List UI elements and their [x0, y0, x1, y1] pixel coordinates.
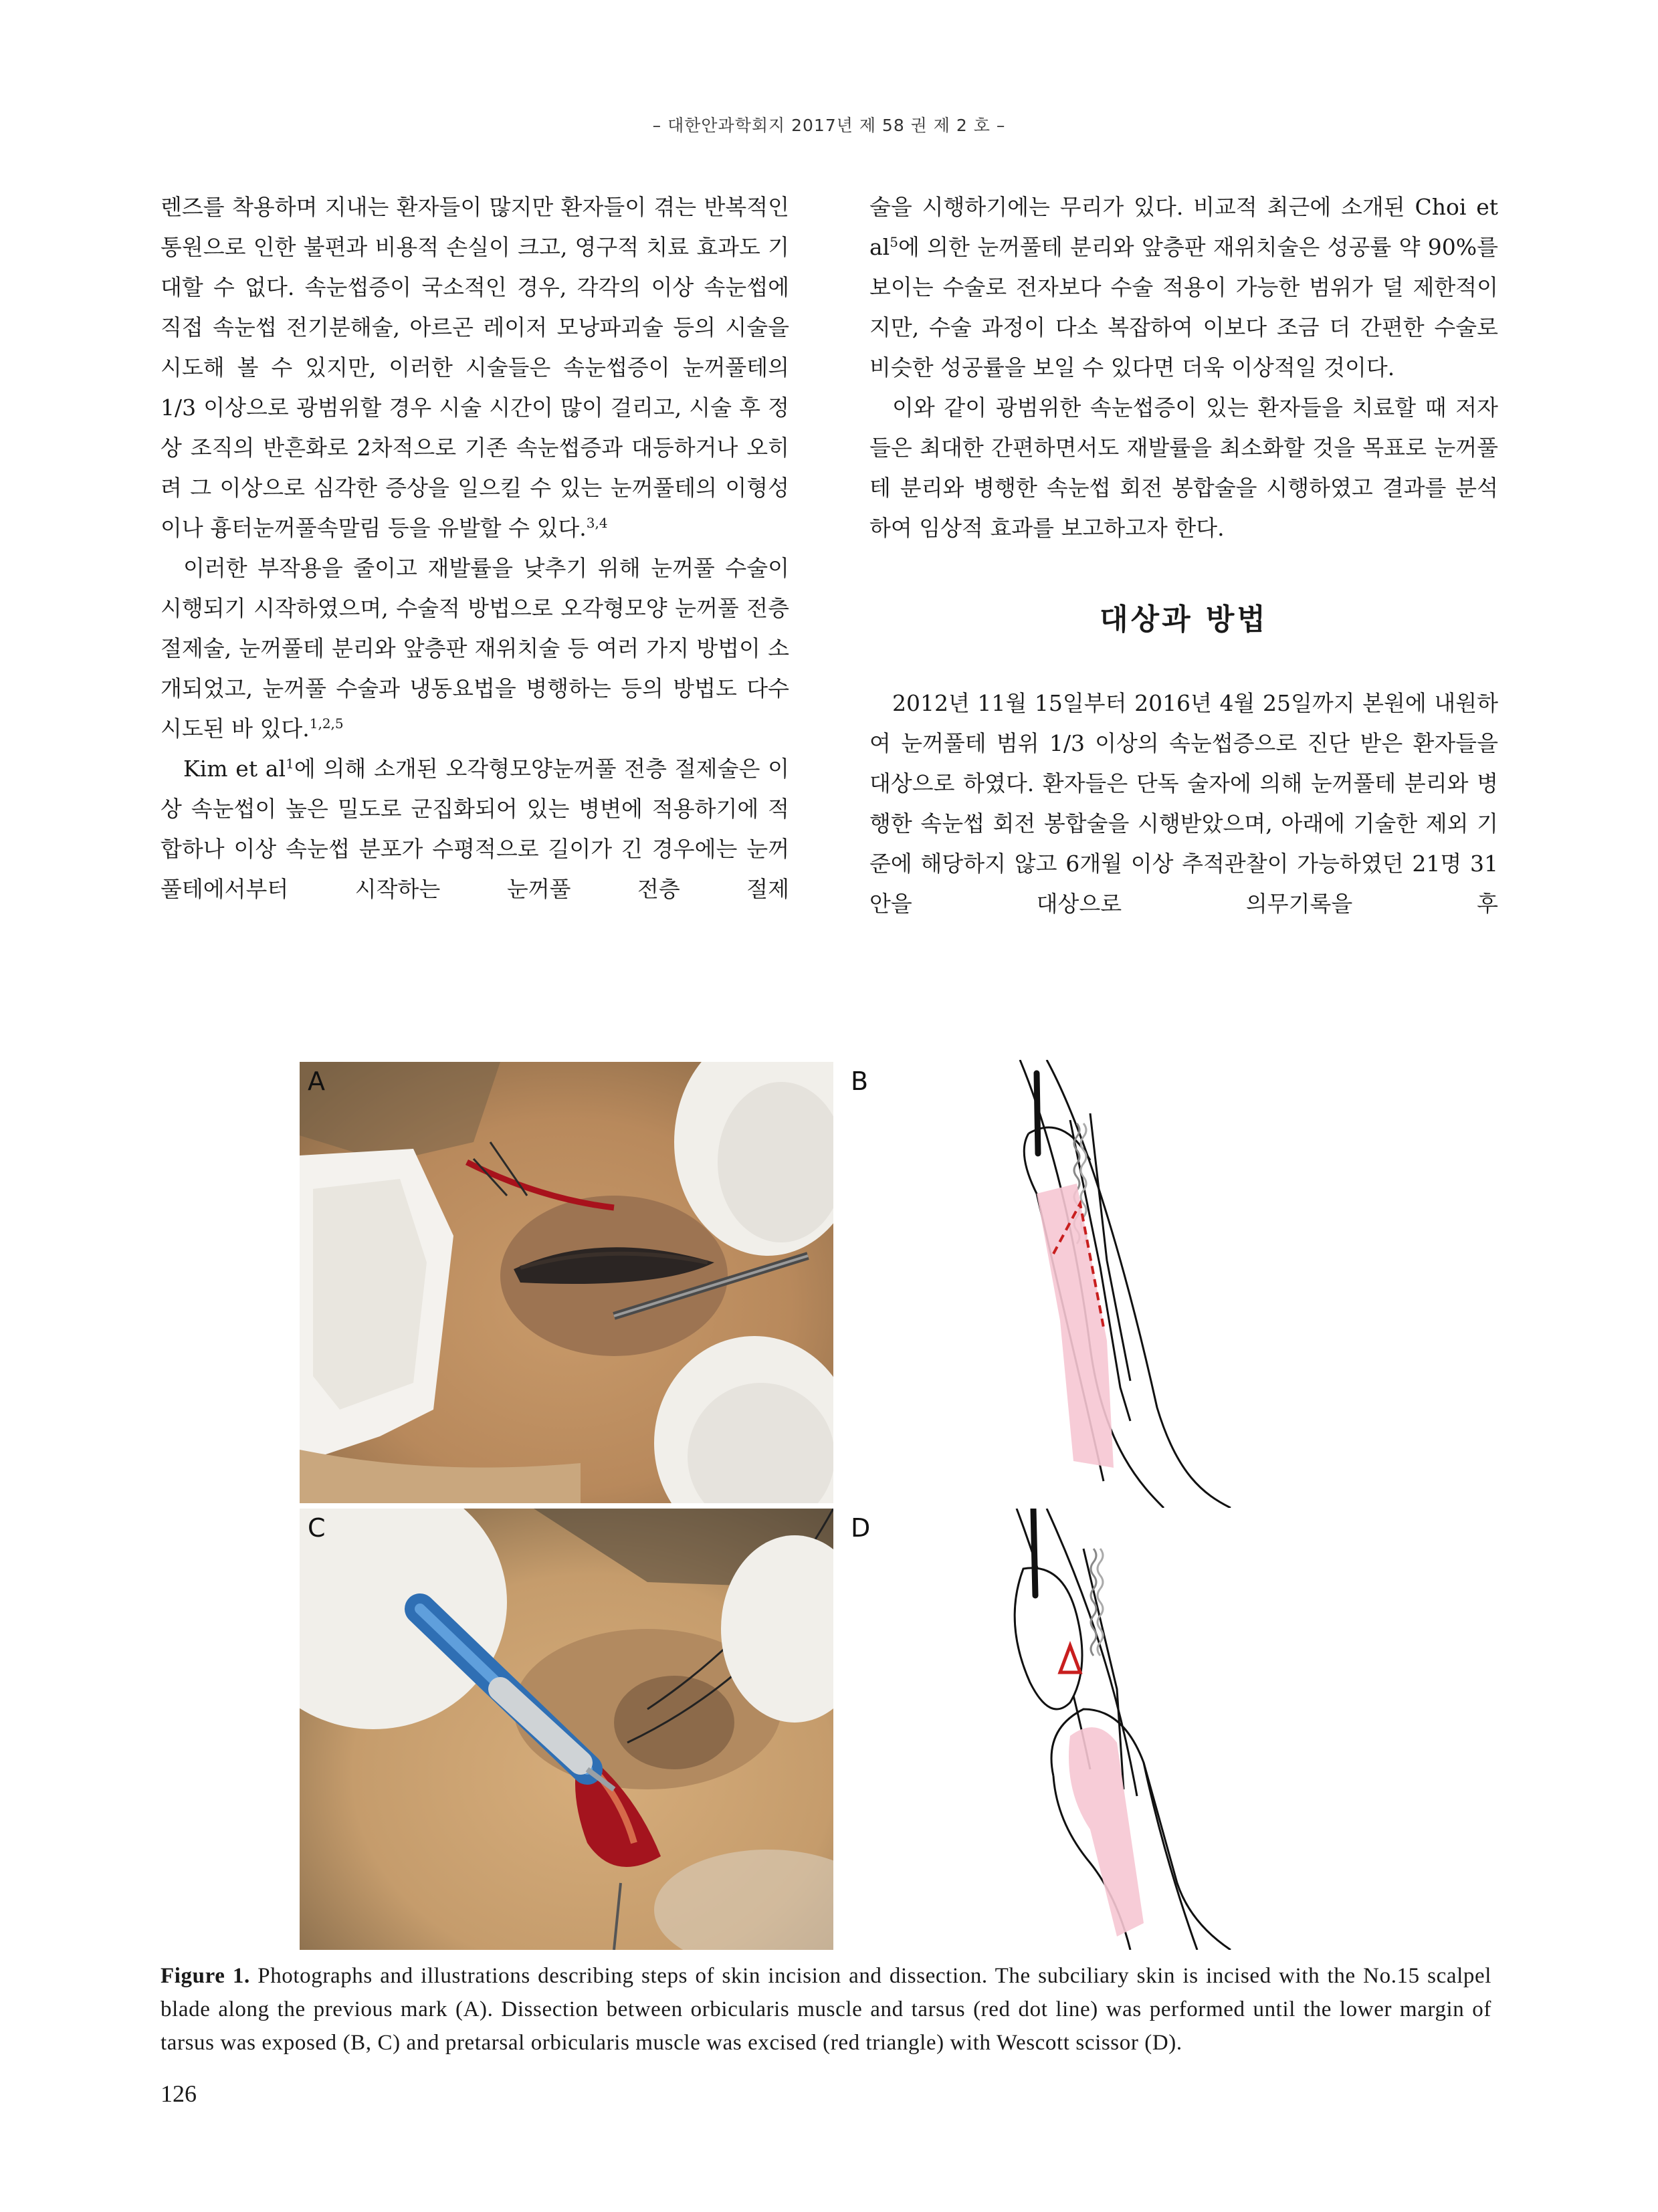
figure-panel-label: A [308, 1067, 325, 1096]
paragraph [869, 388, 1498, 548]
paragraph-text: 에 의한 눈꺼풀테 분리와 앞층판 재위치술은 성공률 약 90%를 보이는 수술로 전자보다 수술 적용이 가능한 범위가 덜 제한적이지만, 수술 과정이 다소 복잡하여 이보다 조금 더 간편한 수술로 비슷한 성공률을 보일 수 있다면 더욱 이상적일 것이다. [869, 234, 1498, 380]
left-column [161, 187, 789, 909]
figure-panel-c-photo [300, 1509, 833, 1950]
author-citation: Kim et al [183, 756, 286, 782]
paragraph [161, 187, 789, 548]
figure-panel-label: D [851, 1513, 871, 1543]
paragraph [161, 548, 789, 749]
figure-caption [161, 1959, 1491, 2060]
paragraph-text: 이와 같이 광범위한 속눈썹증이 있는 환자들을 치료할 때 저자들은 최대한 간편하면서도 재발률을 최소화할 것을 목표로 눈꺼풀테 분리와 병행한 속눈썹 회전 봉합술을 시행하였고 결과를 분석하여 임상적 효과를 보고하고자 한다. [869, 395, 1498, 541]
reference-superscript: 1 [286, 756, 294, 772]
reference-superscript: 5 [890, 234, 898, 250]
paragraph-text: 술을 시행하기에는 무리가 있다. 비교적 최근에 소개된 Choi et al [869, 194, 1498, 260]
paragraph [869, 683, 1498, 924]
figure-caption-label: Figure 1. [161, 1964, 250, 1988]
right-column [869, 187, 1498, 924]
figure-panel-label: C [308, 1513, 326, 1543]
paragraph [161, 749, 789, 909]
reference-superscript: 3,4 [586, 515, 608, 531]
figure-panel-b-illustration [990, 1060, 1271, 1508]
figure-panel-d-illustration [990, 1509, 1271, 1950]
section-title: 대상과 방법 [1100, 602, 1268, 637]
figure-panel-a-photo [300, 1062, 833, 1503]
paragraph-text: 2012년 11월 15일부터 2016년 4월 25일까지 본원에 내원하여 눈꺼풀테 범위 1/3 이상의 속눈썹증으로 진단 받은 환자들을 대상으로 하였다. 환자들은 단독 술자에 의해 눈꺼풀테 분리와 병행한 속눈썹 회전 봉합술을 시행받았으며, 아래에 기술한 제외 기준에 해당하지 않고 6개월 이상 추적관찰이 가능하였던 21명 31안을 대상으로 의무기록을 후 [869, 690, 1498, 917]
journal-header: – 대한안과학회지 2017년 제 58 권 제 2 호 – [652, 116, 1006, 135]
page-number: 126 [161, 2080, 197, 2107]
paragraph-text: 렌즈를 착용하며 지내는 환자들이 많지만 환자들이 겪는 반복적인 통원으로 인한 불편과 비용적 손실이 크고, 영구적 치료 효과도 기대할 수 없다. 속눈썹증이 국소적인 경우, 각각의 이상 속눈썹에 직접 속눈썹 전기분해술, 아르곤 레이저 모낭파괴술 등의 시술을 시도해 볼 수 있지만, 이러한 시술들은 속눈썹증이 눈꺼풀테의 1/3 이상으로 광범위할 경우 시술 시간이 많이 걸리고, 시술 후 정상 조직의 반흔화로 2차적으로 기존 속눈썹증과 대등하거나 오히려 그 이상으로 심각한 증상을 일으킬 수 있는 눈꺼풀테의 이형성이나 흉터눈꺼풀속말림 등을 유발할 수 있다. [161, 194, 789, 541]
paragraph-text: 이러한 부작용을 줄이고 재발률을 낮추기 위해 눈꺼풀 수술이 시행되기 시작하였으며, 수술적 방법으로 오각형모양 눈꺼풀 전층 절제술, 눈꺼풀테 분리와 앞층판 재위치술 등 여러 가지 방법이 소개되었고, 눈꺼풀 수술과 냉동요법을 병행하는 등의 방법도 다수 시도된 바 있다. [161, 555, 789, 742]
figure-panel-label: B [851, 1067, 869, 1096]
figure-caption-text: Photographs and illustrations describing steps of skin incision and dissection. The subciliary skin is incised with the No.15 scalpel blade along the previous mark (A). Dissection between orbicularis muscle and tarsus (red dot line) was performed until the lower margin of tarsus was exposed (B, C) and pretarsal orbicularis muscle was excised (red triangle) with Wescott scissor (D). [161, 1964, 1491, 2055]
paragraph [869, 187, 1498, 388]
paragraph-text: 에 의해 소개된 오각형모양눈꺼풀 전층 절제술은 이상 속눈썹이 높은 밀도로 군집화되어 있는 병변에 적용하기에 적합하나 이상 속눈썹 분포가 수평적으로 길이가 긴 경우에는 눈꺼풀테에서부터 시작하는 눈꺼풀 전층 절제 [161, 756, 789, 902]
reference-superscript: 1,2,5 [309, 715, 344, 732]
